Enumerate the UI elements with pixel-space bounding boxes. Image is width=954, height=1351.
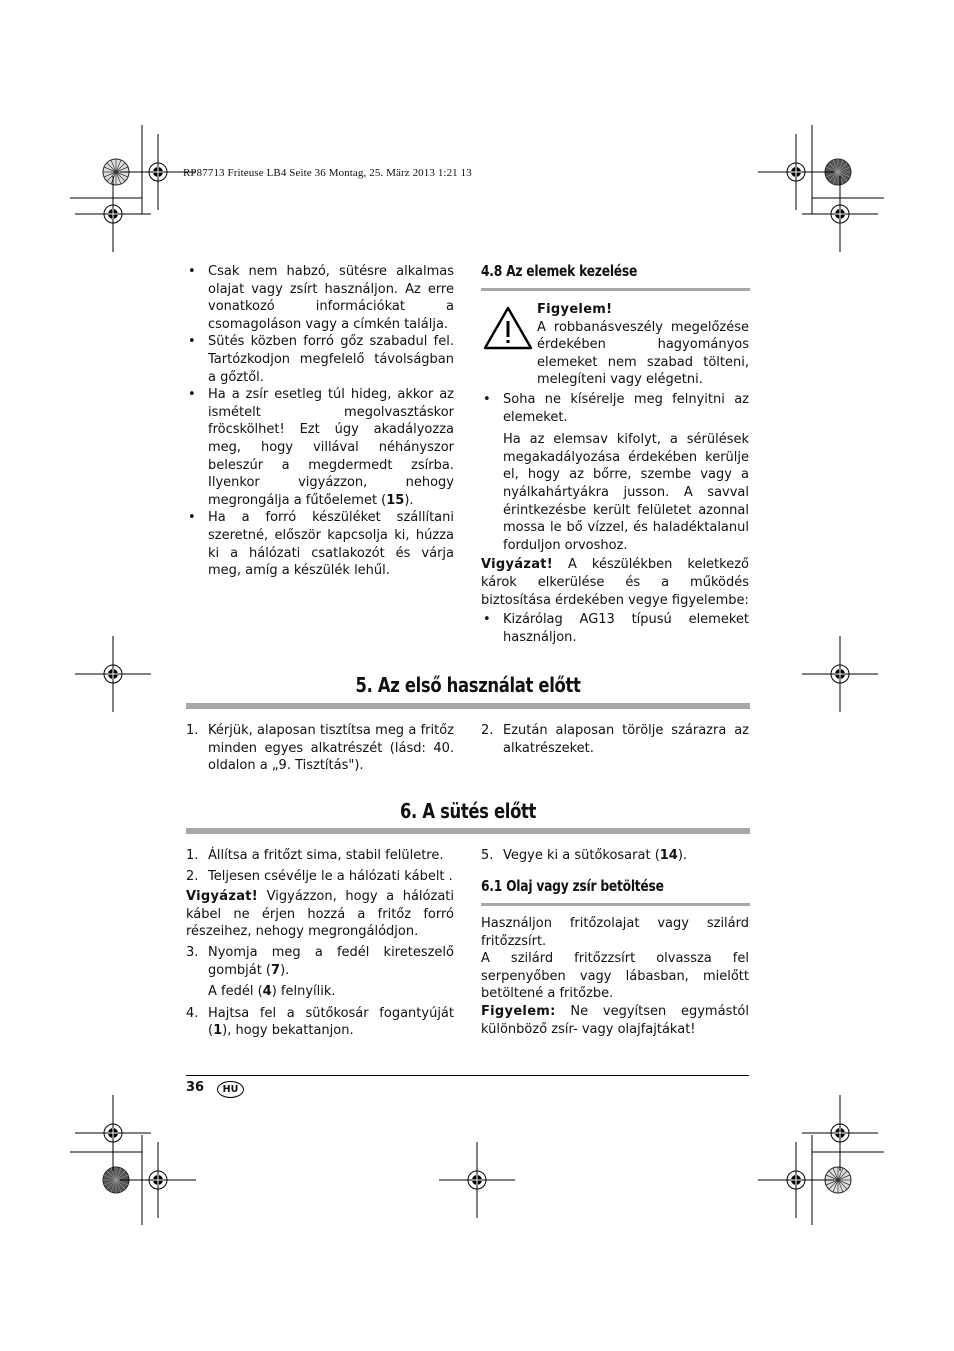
caution-paragraph: Vigyázat! A készülékben keletkező károk elkerülése és a működés biztosítása érdekében vegye figyelembe: <box>481 557 749 608</box>
caution-label: Vigyázat! <box>481 557 554 573</box>
bullet-item: • Kizárólag AG13 típusú elemeket használjon. <box>481 611 749 646</box>
bullet-item: • Csak nem habzó, sütésre alkalmas olajat vagy zsírt használjon. Az erre vonatkozó információkat a csomagoláson vagy a címkén találja. <box>186 263 454 333</box>
section-4-8-rule <box>481 288 750 291</box>
warning-block <box>537 301 749 389</box>
bullet-paragraph: Ha az elemsav kifolyt, a sérülések megakadályozása érdekében kerülje el, hogy az bőrre, szembe vagy a nyálkahártyákra jusson. A savval érintkezésbe került felületet azonnal mossa le bő vízzel, és haladéktalanul forduljon orvoshoz. <box>503 432 749 553</box>
paragraph: Használjon fritőzolajat vagy szilárd fritőzzsírt. <box>481 916 749 949</box>
section-5-title: 5. Az első használat előtt <box>355 673 581 697</box>
warning-text: A robbanásveszély megelőzése érdekében hagyományos elemeket nem szabad tölteni, melegíteni vagy elégetni. <box>537 319 749 388</box>
section-6-1-body <box>481 915 749 1038</box>
numbered-item: 4. Hajtsa fel a sütőkosár fogantyúját (1), hogy bekattanjon. <box>186 1005 454 1039</box>
ref-number: 1 <box>213 1023 223 1039</box>
note-label: Figyelem: <box>481 1003 556 1019</box>
bullet-item: • Ha a zsír esetleg túl hideg, akkor az ismételt megolvasztáskor fröcskölhet! Ezt úgy akadályozza meg, hogy villával néhányszor beleszúr a megdermedt zsírba. Ilyenkor vigyázzon, nehogy megrongálja a fűtőelemet (15). <box>186 386 454 509</box>
note-paragraph: Figyelem: Ne vegyítsen egymástól különböző zsír- vagy olajfajtákat! <box>481 1003 749 1037</box>
numbered-item: 5. Vegye ki a sütőkosarat (14). <box>481 848 688 863</box>
ref-number: 14 <box>659 848 678 863</box>
section-6-left <box>186 847 454 1040</box>
ref-number: 4 <box>262 984 272 1000</box>
section-6-right <box>481 847 749 865</box>
numbered-item: 2. Teljesen csévélje le a hálózati kábelt . <box>186 868 453 884</box>
footer-rule <box>186 1075 749 1076</box>
warning-icon <box>483 306 533 350</box>
right-top-column <box>481 391 749 646</box>
numbered-sub-item: A fedél (4) felnyílik. <box>208 984 336 1000</box>
page-number: 36 <box>186 1080 205 1095</box>
lang-badge: HU <box>217 1081 244 1098</box>
section-5-left <box>186 722 454 775</box>
left-top-column <box>186 263 454 580</box>
warning-title: Figyelem! <box>537 302 613 317</box>
numbered-item: 2. Ezután alaposan törölje szárazra az alkatrészeket. <box>481 723 749 756</box>
section-6-title: 6. A sütés előtt <box>399 799 537 823</box>
numbered-item: 3. Nyomja meg a fedél kireteszelő gombját (7). <box>186 944 454 978</box>
ref-number: 7 <box>271 962 281 978</box>
ref-number: 15 <box>386 492 405 508</box>
section-5-rule <box>186 703 750 709</box>
bullet-item: • Ha a forró készüléket szállítani szeretné, először kapcsolja ki, húzza ki a hálózati csatlakozót és várja meg, amíg a készülék lehűl. <box>186 509 454 579</box>
section-6-1-title: 6.1 Olaj vagy zsír betöltése <box>481 877 664 895</box>
section-4-8-title: 4.8 Az elemek kezelése <box>481 262 638 280</box>
print-header: RP87713 Friteuse LB4 Seite 36 Montag, 25. März 2013 1:21 13 <box>183 167 472 179</box>
bullet-item: • Soha ne kísérelje meg felnyitni az elemeket. <box>481 391 749 426</box>
numbered-item: 1. Kérjük, alaposan tisztítsa meg a fritőz minden egyes alkatrészét (lásd: 40. oldalon a „9. Tisztítás"). <box>186 723 454 774</box>
numbered-item: 1. Állítsa a fritőzt sima, stabil felületre. <box>186 848 444 863</box>
bullet-item: • Sütés közben forró gőz szabadul fel. Tartózkodjon megfelelő távolságban a gőztől. <box>186 333 454 386</box>
section-5-right <box>481 722 749 757</box>
caution-paragraph: Vigyázat! Vigyázzon, hogy a hálózati kábel ne érjen hozzá a fritőz forró részeihez, nehogy megrongálódjon. <box>186 889 454 940</box>
section-6-1-rule <box>481 903 750 906</box>
caution-label: Vigyázat! <box>186 889 259 905</box>
section-6-rule <box>186 828 750 834</box>
paragraph: A szilárd fritőzzsírt olvassza fel serpenyőben vagy lábasban, mielőtt betöltené a fritőzbe. <box>481 951 749 1002</box>
